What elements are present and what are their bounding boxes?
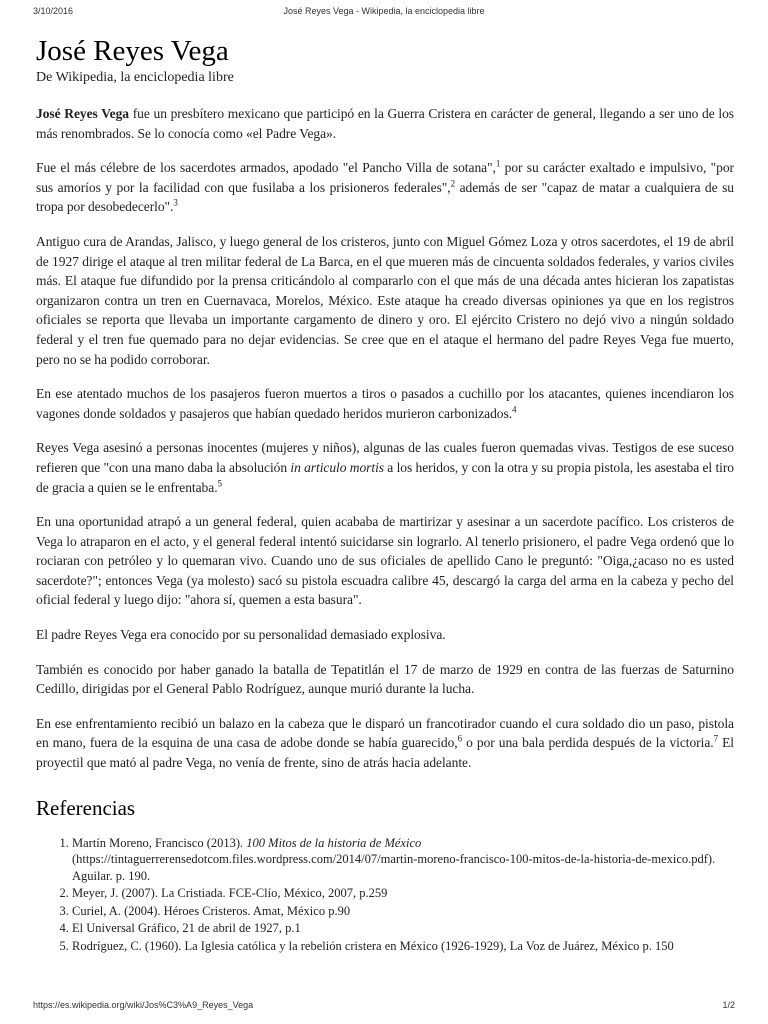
print-footer <box>33 1000 735 1014</box>
paragraph-victims <box>36 438 734 497</box>
citation-link-6[interactable]: 6 <box>457 733 463 744</box>
paragraph-text: por su carácter exaltado e impulsivo, "por sus amoríos y por la facilidad con que fusilaba a los prisioneros federales", <box>36 160 734 195</box>
paragraph-tepatitlan: También es conocido por haber ganado la batalla de Tepatitlán el 17 de marzo de 1929 en contra de las fuerzas de Saturnino Cedillo, dirigidas por el General Pablo Rodríguez, aunque murió durante la lucha. <box>36 661 734 697</box>
paragraph-personality: El padre Reyes Vega era conocido por su personalidad demasiado explosiva. <box>36 627 446 643</box>
paragraph-text: En ese enfrentamiento recibió un balazo en la cabeza que le disparó un francotirador cuando el cura soldado dio un paso, pistola en mano, fuera de la esquina de una casa de adobe donde se había guarecido, <box>36 715 734 751</box>
citation-link-3[interactable]: 3 <box>173 197 178 208</box>
paragraph-text: El proyectil que mató al padre Vega, no venía de frente, sino de atrás hacia adelante. <box>36 735 735 771</box>
print-page-number: 1/2 <box>722 1000 735 1010</box>
latin-phrase: in articulo mortis <box>290 459 384 475</box>
reference-item: 1. Martín Moreno, Francisco (2013). 100 Mitos de la historia de México (https://tintaguerrerensedotcom.files.wordpress.com/2014/07/martin-moreno-francisco-100-mitos-de-la-historia-de-mexico.pdf). Aguilar. p. 190. <box>72 835 734 885</box>
print-url: https://es.wikipedia.org/wiki/Jos%C3%A9_Reyes_Vega <box>33 1000 254 1010</box>
paragraph-nickname <box>36 158 734 217</box>
print-page-title: José Reyes Vega - Wikipedia, la enciclopedia libre <box>283 6 485 16</box>
reference-item: 2. Meyer, J. (2007). La Cristiada. FCE-Clío, México, 2007, p.259 <box>72 885 734 902</box>
references-list <box>36 835 734 955</box>
paragraph-text: fue un presbítero mexicano que participó en la Guerra Cristera en carácter de general, llegando a ser uno de los más renombrados. Se lo conocía como «el Padre Vega». <box>36 106 734 141</box>
citation-link-7[interactable]: 7 <box>713 733 719 744</box>
paragraph-general: En una oportunidad atrapó a un general federal, quien acababa de martirizar y asesinar a un sacerdote pacífico. Los cristeros de Vega lo atraparon en el acto, y el general federal intentó suicidarse sin lograrlo. Al tenerlo prisionero, el padre Vega ordenó que lo rociaran con petróleo y lo quemaran vivo. Cuando uno de sus oficiales de apellido Cano le preguntó: "Oiga,¿acaso no es usted sacerdote?"; entonces Vega (ya molesto) sacó su pistola escuadra calibre 45, descargó la carga del arma en la cabeza y pecho del oficial federal y luego dijo: "ahora sí, quemen a esta basura". <box>36 514 734 608</box>
reference-item: 3. Curiel, A. (2004). Héroes Cristeros. Amat, México p.90 <box>72 903 734 920</box>
paragraph-intro <box>36 104 734 143</box>
subject-name: José Reyes Vega <box>36 106 129 121</box>
page-subtitle: De Wikipedia, la enciclopedia libre <box>36 70 234 85</box>
paragraph-train-attack: Antiguo cura de Arandas, Jalisco, y luego general de los cristeros, junto con Miguel Gómez Loza y otros sacerdotes, el 19 de abril de 1927 dirige el ataque al tren militar federal de La Barca, en el que mueren más de cincuenta soldados federales, y varios civiles más. El ataque fue difundido por la prensa criticándolo al compararlo con el que más de una década antes hicieran los zapatistas organizaron contra un tren en Cuernavaca, Morelos, México. Este ataque ha creado diversas opiniones ya que en los registros oficiales se reporta que llevaba un importante cargamento de dinero y oro. El ejército Cristero no dejó vivo a ningún soldado federal y el tren fue quemado para no dejar evidencias. Se cree que en el ataque el hermano del padre Reyes Vega fue muerto, pero no se ha podido corroborar. <box>36 233 734 367</box>
paragraph-text: En ese atentado muchos de los pasajeros fueron muertos a tiros o pasados a cuchillo por los atacantes, quienes incendiaron los vagones donde soldados y pasajeros que habían quedado heridos murieron carbonizados. <box>36 386 734 421</box>
citation-link-5[interactable]: 5 <box>217 478 222 488</box>
paragraph-death <box>36 714 734 773</box>
paragraph-text: a los heridos, y con la otra y su propia pistola, les asestaba el tiro de gracia a quien se le enfrentaba. <box>36 459 734 495</box>
paragraph-text: Reyes Vega asesinó a personas inocentes (mujeres y niños), algunas de las cuales fueron quemadas vivas. Testigos de ese suceso refieren que "con una mano daba la absolución <box>36 440 734 475</box>
print-header <box>33 6 735 20</box>
page-title: José Reyes Vega <box>36 35 229 67</box>
reference-item: 5. Rodríguez, C. (1960). La Iglesia católica y la rebelión cristera en México (1926-1929), La Voz de Juárez, México p. 150 <box>72 938 734 955</box>
references-heading: Referencias <box>36 795 136 820</box>
paragraph-passengers <box>36 384 734 423</box>
paragraph-text: además de ser "capaz de matar a cualquiera de su tropa por desobedecerlo". <box>36 179 735 215</box>
print-date: 3/10/2016 <box>33 6 74 16</box>
paragraph-text: Fue el más célebre de los sacerdotes armados, apodado "el Pancho Villa de sotana", <box>36 160 496 176</box>
citation-link-1[interactable]: 1 <box>495 158 501 169</box>
reference-item: 4. El Universal Gráfico, 21 de abril de 1927, p.1 <box>72 920 734 937</box>
article-content <box>36 34 734 955</box>
paragraph-text: o por una bala perdida después de la victoria. <box>462 735 714 751</box>
citation-link-4[interactable]: 4 <box>512 404 517 415</box>
citation-link-2[interactable]: 2 <box>450 178 456 189</box>
reference-link[interactable]: 100 Mitos de la historia de México <box>246 835 422 850</box>
